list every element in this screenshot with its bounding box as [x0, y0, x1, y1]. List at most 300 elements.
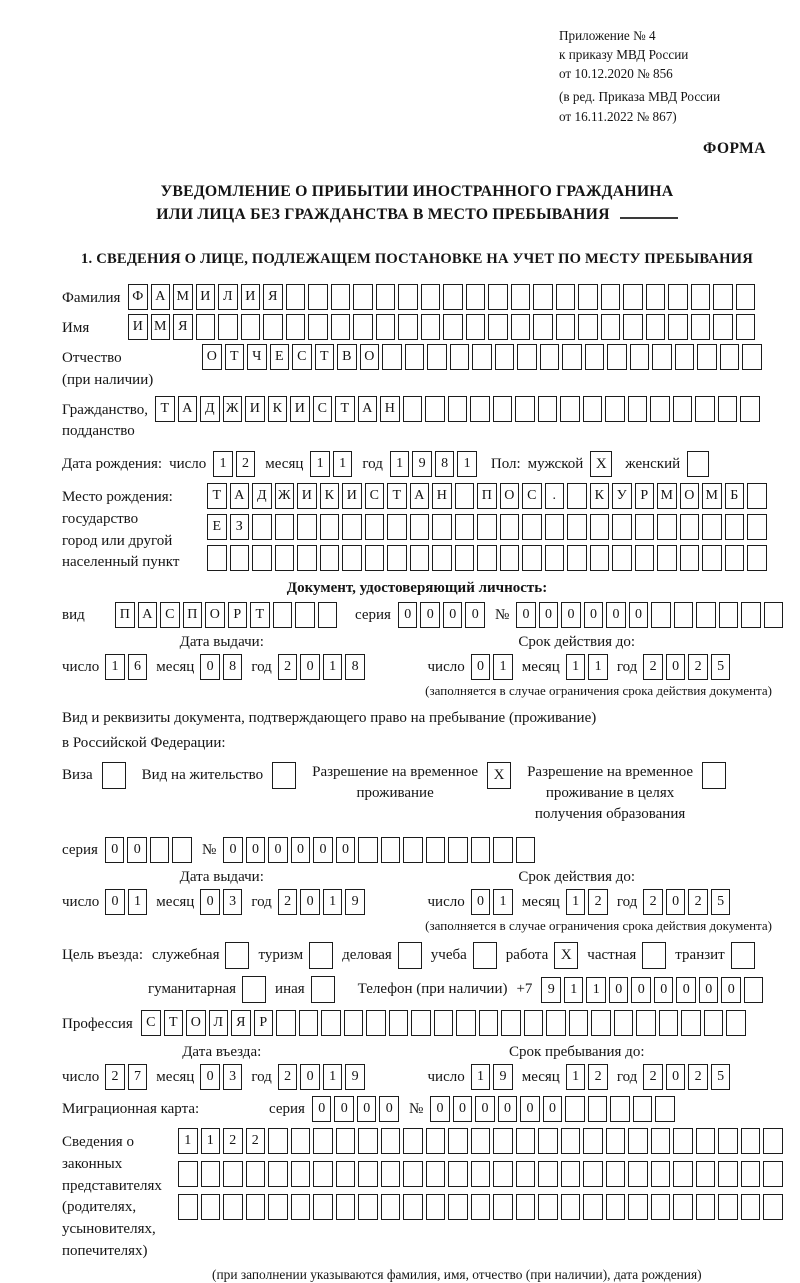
char-cell[interactable] — [718, 1128, 738, 1154]
char-cell[interactable]: В — [337, 344, 357, 370]
char-cell[interactable]: 1 — [323, 654, 343, 680]
char-cell[interactable] — [565, 1096, 585, 1122]
char-cell[interactable] — [426, 837, 446, 863]
char-cell[interactable] — [556, 314, 576, 340]
char-cell[interactable] — [308, 284, 328, 310]
char-cell[interactable] — [172, 837, 192, 863]
char-cell[interactable] — [320, 545, 340, 571]
char-cell[interactable]: 0 — [300, 654, 320, 680]
char-cell[interactable] — [583, 396, 603, 422]
char-cell[interactable]: Д — [252, 483, 272, 509]
char-cell[interactable] — [718, 1194, 738, 1220]
char-cell[interactable]: Я — [173, 314, 193, 340]
char-cell[interactable] — [704, 1010, 724, 1036]
char-cell[interactable]: 0 — [629, 602, 649, 628]
char-cell[interactable] — [479, 1010, 499, 1036]
char-cell[interactable] — [719, 602, 739, 628]
char-cell[interactable] — [674, 602, 694, 628]
char-cell[interactable]: 0 — [300, 889, 320, 915]
char-cell[interactable]: 0 — [609, 977, 629, 1003]
char-cell[interactable] — [455, 545, 475, 571]
char-cell[interactable] — [516, 1194, 536, 1220]
char-cell[interactable]: П — [477, 483, 497, 509]
char-cell[interactable]: Т — [155, 396, 175, 422]
char-cell[interactable]: С — [141, 1010, 161, 1036]
char-cell[interactable]: 8 — [435, 451, 455, 477]
char-cell[interactable] — [578, 284, 598, 310]
char-cell[interactable] — [511, 314, 531, 340]
char-cell[interactable] — [673, 1194, 693, 1220]
char-cell[interactable] — [522, 514, 542, 540]
char-cell[interactable] — [560, 396, 580, 422]
char-cell[interactable]: К — [590, 483, 610, 509]
char-cell[interactable] — [646, 314, 666, 340]
char-cell[interactable] — [741, 1161, 761, 1187]
char-cell[interactable] — [524, 1010, 544, 1036]
char-cell[interactable]: 0 — [584, 602, 604, 628]
char-cell[interactable]: 0 — [291, 837, 311, 863]
char-cell[interactable]: 0 — [334, 1096, 354, 1122]
char-cell[interactable]: 2 — [105, 1064, 125, 1090]
char-cell[interactable] — [448, 837, 468, 863]
char-cell[interactable] — [623, 314, 643, 340]
char-cell[interactable]: О — [500, 483, 520, 509]
char-cell[interactable]: 0 — [471, 889, 491, 915]
purpose-other-checkbox[interactable] — [311, 976, 335, 1003]
char-cell[interactable] — [650, 396, 670, 422]
char-cell[interactable]: О — [360, 344, 380, 370]
char-cell[interactable]: И — [290, 396, 310, 422]
char-cell[interactable]: 0 — [516, 602, 536, 628]
char-cell[interactable] — [725, 514, 745, 540]
char-cell[interactable] — [398, 314, 418, 340]
char-cell[interactable] — [605, 396, 625, 422]
char-cell[interactable] — [538, 396, 558, 422]
char-cell[interactable] — [500, 545, 520, 571]
char-cell[interactable] — [696, 1194, 716, 1220]
purpose-humanitarian-checkbox[interactable] — [242, 976, 266, 1003]
char-cell[interactable] — [569, 1010, 589, 1036]
char-cell[interactable] — [606, 1161, 626, 1187]
char-cell[interactable]: 1 — [586, 977, 606, 1003]
char-cell[interactable] — [763, 1128, 783, 1154]
char-cell[interactable]: О — [186, 1010, 206, 1036]
char-cell[interactable] — [545, 545, 565, 571]
char-cell[interactable]: 1 — [566, 1064, 586, 1090]
char-cell[interactable] — [318, 602, 338, 628]
char-cell[interactable] — [493, 837, 513, 863]
char-cell[interactable]: 0 — [666, 1064, 686, 1090]
char-cell[interactable] — [628, 396, 648, 422]
char-cell[interactable] — [273, 602, 293, 628]
char-cell[interactable]: 1 — [566, 654, 586, 680]
char-cell[interactable] — [426, 1128, 446, 1154]
char-cell[interactable] — [583, 1161, 603, 1187]
char-cell[interactable]: 9 — [493, 1064, 513, 1090]
char-cell[interactable]: 1 — [323, 1064, 343, 1090]
char-cell[interactable]: Т — [335, 396, 355, 422]
char-cell[interactable] — [516, 1161, 536, 1187]
char-cell[interactable]: 9 — [345, 1064, 365, 1090]
char-cell[interactable] — [223, 1161, 243, 1187]
char-cell[interactable] — [511, 284, 531, 310]
char-cell[interactable] — [659, 1010, 679, 1036]
char-cell[interactable] — [493, 396, 513, 422]
temp-residence-checkbox[interactable]: X — [487, 762, 511, 789]
char-cell[interactable] — [680, 514, 700, 540]
purpose-commercial-checkbox[interactable] — [398, 942, 422, 969]
char-cell[interactable] — [696, 1161, 716, 1187]
char-cell[interactable] — [241, 314, 261, 340]
char-cell[interactable] — [675, 344, 695, 370]
visa-checkbox[interactable] — [102, 762, 126, 789]
char-cell[interactable]: Т — [207, 483, 227, 509]
char-cell[interactable] — [358, 1161, 378, 1187]
char-cell[interactable] — [455, 514, 475, 540]
char-cell[interactable] — [365, 514, 385, 540]
char-cell[interactable] — [268, 1161, 288, 1187]
char-cell[interactable]: 0 — [699, 977, 719, 1003]
char-cell[interactable]: 2 — [688, 654, 708, 680]
char-cell[interactable] — [493, 1194, 513, 1220]
char-cell[interactable]: С — [313, 396, 333, 422]
char-cell[interactable] — [448, 396, 468, 422]
char-cell[interactable]: З — [230, 514, 250, 540]
temp-residence-education-checkbox[interactable] — [702, 762, 726, 789]
char-cell[interactable]: 3 — [223, 889, 243, 915]
char-cell[interactable] — [747, 483, 767, 509]
char-cell[interactable]: 1 — [564, 977, 584, 1003]
char-cell[interactable] — [207, 545, 227, 571]
char-cell[interactable] — [456, 1010, 476, 1036]
char-cell[interactable] — [736, 284, 756, 310]
char-cell[interactable] — [516, 1128, 536, 1154]
purpose-study-checkbox[interactable] — [473, 942, 497, 969]
char-cell[interactable]: 3 — [223, 1064, 243, 1090]
char-cell[interactable]: Ч — [247, 344, 267, 370]
char-cell[interactable] — [448, 1194, 468, 1220]
char-cell[interactable] — [403, 1161, 423, 1187]
char-cell[interactable]: О — [205, 602, 225, 628]
char-cell[interactable]: 1 — [105, 654, 125, 680]
char-cell[interactable] — [403, 396, 423, 422]
char-cell[interactable]: П — [183, 602, 203, 628]
char-cell[interactable] — [655, 1096, 675, 1122]
char-cell[interactable] — [628, 1161, 648, 1187]
char-cell[interactable] — [488, 284, 508, 310]
char-cell[interactable] — [421, 314, 441, 340]
char-cell[interactable] — [501, 1010, 521, 1036]
char-cell[interactable] — [623, 284, 643, 310]
char-cell[interactable]: 0 — [223, 837, 243, 863]
char-cell[interactable]: 0 — [398, 602, 418, 628]
char-cell[interactable]: С — [160, 602, 180, 628]
char-cell[interactable] — [432, 514, 452, 540]
char-cell[interactable] — [376, 284, 396, 310]
char-cell[interactable]: 2 — [278, 654, 298, 680]
char-cell[interactable]: И — [342, 483, 362, 509]
char-cell[interactable]: 8 — [223, 654, 243, 680]
char-cell[interactable] — [455, 483, 475, 509]
char-cell[interactable]: А — [358, 396, 378, 422]
char-cell[interactable] — [331, 284, 351, 310]
char-cell[interactable]: 0 — [420, 602, 440, 628]
char-cell[interactable] — [612, 545, 632, 571]
char-cell[interactable]: И — [241, 284, 261, 310]
char-cell[interactable] — [450, 344, 470, 370]
char-cell[interactable]: 0 — [543, 1096, 563, 1122]
char-cell[interactable]: 2 — [688, 889, 708, 915]
char-cell[interactable] — [299, 1010, 319, 1036]
char-cell[interactable]: 0 — [105, 837, 125, 863]
char-cell[interactable]: 5 — [711, 889, 731, 915]
char-cell[interactable] — [562, 344, 582, 370]
char-cell[interactable]: М — [151, 314, 171, 340]
char-cell[interactable] — [150, 837, 170, 863]
char-cell[interactable] — [606, 1194, 626, 1220]
purpose-tourism-checkbox[interactable] — [309, 942, 333, 969]
purpose-work-checkbox[interactable]: X — [554, 942, 578, 969]
char-cell[interactable] — [718, 396, 738, 422]
char-cell[interactable] — [601, 314, 621, 340]
char-cell[interactable] — [556, 284, 576, 310]
char-cell[interactable] — [421, 284, 441, 310]
char-cell[interactable]: 0 — [268, 837, 288, 863]
char-cell[interactable]: 0 — [666, 889, 686, 915]
char-cell[interactable]: А — [178, 396, 198, 422]
char-cell[interactable] — [426, 1161, 446, 1187]
char-cell[interactable] — [741, 602, 761, 628]
char-cell[interactable]: И — [196, 284, 216, 310]
char-cell[interactable]: А — [151, 284, 171, 310]
char-cell[interactable]: 2 — [278, 889, 298, 915]
char-cell[interactable]: 1 — [128, 889, 148, 915]
char-cell[interactable] — [410, 514, 430, 540]
char-cell[interactable] — [741, 1194, 761, 1220]
char-cell[interactable] — [493, 1161, 513, 1187]
char-cell[interactable]: А — [138, 602, 158, 628]
char-cell[interactable] — [275, 514, 295, 540]
char-cell[interactable]: И — [245, 396, 265, 422]
char-cell[interactable]: 0 — [471, 654, 491, 680]
char-cell[interactable] — [533, 284, 553, 310]
char-cell[interactable]: У — [612, 483, 632, 509]
char-cell[interactable]: 1 — [588, 654, 608, 680]
char-cell[interactable]: Т — [387, 483, 407, 509]
char-cell[interactable] — [515, 396, 535, 422]
char-cell[interactable] — [540, 344, 560, 370]
char-cell[interactable] — [651, 1128, 671, 1154]
char-cell[interactable] — [246, 1194, 266, 1220]
char-cell[interactable]: Е — [270, 344, 290, 370]
purpose-transit-checkbox[interactable] — [731, 942, 755, 969]
char-cell[interactable] — [713, 284, 733, 310]
char-cell[interactable]: 0 — [453, 1096, 473, 1122]
char-cell[interactable] — [651, 602, 671, 628]
char-cell[interactable] — [702, 545, 722, 571]
char-cell[interactable]: 0 — [475, 1096, 495, 1122]
char-cell[interactable]: Е — [207, 514, 227, 540]
char-cell[interactable]: 1 — [201, 1128, 221, 1154]
char-cell[interactable] — [585, 344, 605, 370]
char-cell[interactable] — [764, 602, 784, 628]
char-cell[interactable]: 2 — [223, 1128, 243, 1154]
char-cell[interactable]: 0 — [336, 837, 356, 863]
char-cell[interactable]: 0 — [200, 889, 220, 915]
char-cell[interactable]: А — [410, 483, 430, 509]
char-cell[interactable] — [389, 1010, 409, 1036]
char-cell[interactable]: 5 — [711, 1064, 731, 1090]
char-cell[interactable] — [291, 1161, 311, 1187]
char-cell[interactable] — [673, 1128, 693, 1154]
char-cell[interactable] — [488, 314, 508, 340]
char-cell[interactable]: Л — [209, 1010, 229, 1036]
char-cell[interactable] — [545, 514, 565, 540]
char-cell[interactable] — [466, 284, 486, 310]
char-cell[interactable]: 1 — [323, 889, 343, 915]
char-cell[interactable]: Я — [231, 1010, 251, 1036]
char-cell[interactable] — [493, 1128, 513, 1154]
char-cell[interactable] — [344, 1010, 364, 1036]
char-cell[interactable]: М — [657, 483, 677, 509]
char-cell[interactable] — [263, 314, 283, 340]
char-cell[interactable] — [736, 314, 756, 340]
char-cell[interactable] — [252, 514, 272, 540]
char-cell[interactable] — [747, 514, 767, 540]
char-cell[interactable]: 1 — [471, 1064, 491, 1090]
char-cell[interactable] — [628, 1128, 648, 1154]
char-cell[interactable] — [320, 514, 340, 540]
char-cell[interactable]: И — [297, 483, 317, 509]
char-cell[interactable] — [365, 545, 385, 571]
char-cell[interactable] — [432, 545, 452, 571]
char-cell[interactable]: Р — [228, 602, 248, 628]
char-cell[interactable] — [696, 1128, 716, 1154]
char-cell[interactable] — [495, 344, 515, 370]
char-cell[interactable] — [651, 1161, 671, 1187]
char-cell[interactable] — [680, 545, 700, 571]
char-cell[interactable] — [403, 1128, 423, 1154]
char-cell[interactable] — [517, 344, 537, 370]
char-cell[interactable]: 1 — [310, 451, 330, 477]
char-cell[interactable] — [308, 314, 328, 340]
char-cell[interactable] — [448, 1128, 468, 1154]
char-cell[interactable]: 0 — [676, 977, 696, 1003]
char-cell[interactable] — [673, 1161, 693, 1187]
char-cell[interactable] — [276, 1010, 296, 1036]
char-cell[interactable] — [744, 977, 764, 1003]
char-cell[interactable] — [331, 314, 351, 340]
char-cell[interactable] — [342, 514, 362, 540]
char-cell[interactable] — [387, 514, 407, 540]
char-cell[interactable]: К — [268, 396, 288, 422]
char-cell[interactable] — [646, 284, 666, 310]
char-cell[interactable] — [633, 1096, 653, 1122]
char-cell[interactable] — [561, 1194, 581, 1220]
char-cell[interactable] — [358, 1194, 378, 1220]
char-cell[interactable] — [268, 1128, 288, 1154]
char-cell[interactable]: М — [702, 483, 722, 509]
char-cell[interactable]: И — [128, 314, 148, 340]
char-cell[interactable] — [538, 1161, 558, 1187]
char-cell[interactable] — [500, 514, 520, 540]
char-cell[interactable] — [405, 344, 425, 370]
char-cell[interactable]: 0 — [561, 602, 581, 628]
char-cell[interactable] — [336, 1194, 356, 1220]
char-cell[interactable] — [538, 1128, 558, 1154]
char-cell[interactable] — [668, 314, 688, 340]
char-cell[interactable] — [358, 837, 378, 863]
char-cell[interactable] — [471, 1161, 491, 1187]
char-cell[interactable] — [651, 1194, 671, 1220]
char-cell[interactable]: 8 — [345, 654, 365, 680]
char-cell[interactable]: Н — [432, 483, 452, 509]
char-cell[interactable]: 0 — [200, 1064, 220, 1090]
char-cell[interactable] — [763, 1194, 783, 1220]
char-cell[interactable]: 0 — [200, 654, 220, 680]
char-cell[interactable]: Т — [164, 1010, 184, 1036]
char-cell[interactable] — [567, 545, 587, 571]
char-cell[interactable]: Р — [254, 1010, 274, 1036]
char-cell[interactable] — [538, 1194, 558, 1220]
char-cell[interactable] — [533, 314, 553, 340]
char-cell[interactable] — [702, 514, 722, 540]
char-cell[interactable] — [607, 344, 627, 370]
char-cell[interactable]: 1 — [566, 889, 586, 915]
char-cell[interactable] — [720, 344, 740, 370]
char-cell[interactable]: Т — [250, 602, 270, 628]
char-cell[interactable] — [578, 314, 598, 340]
char-cell[interactable]: 0 — [105, 889, 125, 915]
char-cell[interactable]: Ж — [223, 396, 243, 422]
char-cell[interactable] — [466, 314, 486, 340]
sex-female-checkbox[interactable] — [687, 451, 709, 477]
char-cell[interactable] — [470, 396, 490, 422]
char-cell[interactable]: 0 — [357, 1096, 377, 1122]
char-cell[interactable] — [291, 1194, 311, 1220]
char-cell[interactable]: Л — [218, 284, 238, 310]
char-cell[interactable]: М — [173, 284, 193, 310]
char-cell[interactable]: Т — [225, 344, 245, 370]
char-cell[interactable] — [471, 1128, 491, 1154]
char-cell[interactable]: 0 — [498, 1096, 518, 1122]
char-cell[interactable] — [673, 396, 693, 422]
char-cell[interactable]: Ф — [128, 284, 148, 310]
char-cell[interactable] — [223, 1194, 243, 1220]
char-cell[interactable]: 2 — [643, 1064, 663, 1090]
purpose-business-checkbox[interactable] — [225, 942, 249, 969]
char-cell[interactable] — [636, 1010, 656, 1036]
char-cell[interactable] — [387, 545, 407, 571]
char-cell[interactable] — [691, 284, 711, 310]
char-cell[interactable]: 2 — [588, 1064, 608, 1090]
char-cell[interactable]: 0 — [654, 977, 674, 1003]
char-cell[interactable] — [252, 545, 272, 571]
char-cell[interactable] — [381, 1128, 401, 1154]
char-cell[interactable] — [635, 514, 655, 540]
char-cell[interactable] — [522, 545, 542, 571]
char-cell[interactable] — [747, 545, 767, 571]
char-cell[interactable]: 1 — [493, 654, 513, 680]
char-cell[interactable] — [763, 1161, 783, 1187]
char-cell[interactable] — [591, 1010, 611, 1036]
char-cell[interactable] — [196, 314, 216, 340]
char-cell[interactable] — [230, 545, 250, 571]
char-cell[interactable]: С — [292, 344, 312, 370]
char-cell[interactable] — [366, 1010, 386, 1036]
char-cell[interactable]: 0 — [312, 1096, 332, 1122]
char-cell[interactable] — [696, 602, 716, 628]
